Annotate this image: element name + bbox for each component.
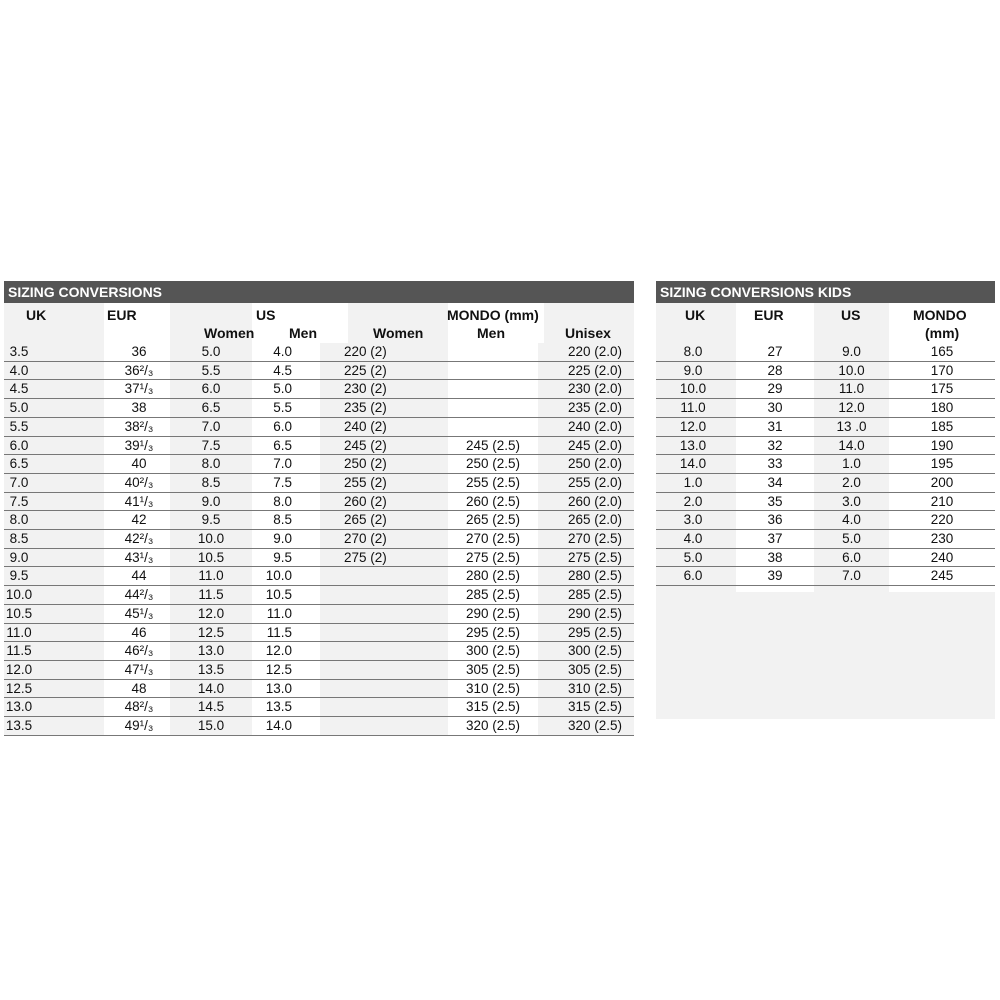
mondo-men-cell bbox=[448, 361, 538, 380]
us-men-cell: 14.0 bbox=[252, 717, 320, 736]
uk-cell: 6.0 bbox=[4, 436, 104, 455]
kids-mondo-cell: 195 bbox=[889, 455, 995, 474]
kids-uk-cell: 13.0 bbox=[656, 436, 736, 455]
us-men-cell: 12.5 bbox=[252, 660, 320, 679]
eur-cell: 43¹/₃ bbox=[104, 548, 170, 567]
mondo-women-cell: 255 (2) bbox=[320, 473, 448, 492]
table-row bbox=[4, 436, 634, 455]
kids-us-cell: 10.0 bbox=[814, 361, 889, 380]
table-row bbox=[4, 660, 634, 679]
mondo-unisex-cell: 245 (2.0) bbox=[538, 436, 634, 455]
mondo-men-cell: 310 (2.5) bbox=[448, 679, 538, 698]
us-women-cell: 9.5 bbox=[170, 511, 252, 530]
kids-eur-cell: 29 bbox=[736, 380, 814, 399]
mondo-men-cell: 255 (2.5) bbox=[448, 473, 538, 492]
uk-cell: 5.5 bbox=[4, 417, 104, 436]
kids-eur-cell: 28 bbox=[736, 361, 814, 380]
eur-cell: 38²/₃ bbox=[104, 417, 170, 436]
kids-mondo-cell: 165 bbox=[889, 343, 995, 361]
header-mondo-women: Women bbox=[373, 325, 424, 341]
us-women-cell: 7.0 bbox=[170, 417, 252, 436]
eur-cell: 44 bbox=[104, 567, 170, 586]
mondo-unisex-cell: 250 (2.0) bbox=[538, 455, 634, 474]
uk-cell: 9.5 bbox=[4, 567, 104, 586]
table-row bbox=[4, 455, 634, 474]
eur-cell: 40 bbox=[104, 455, 170, 474]
mondo-men-cell: 290 (2.5) bbox=[448, 604, 538, 623]
us-women-cell: 8.5 bbox=[170, 473, 252, 492]
mondo-women-cell: 245 (2) bbox=[320, 436, 448, 455]
kids-eur-cell: 30 bbox=[736, 399, 814, 418]
uk-cell: 5.0 bbox=[4, 399, 104, 418]
kids-us-cell: 4.0 bbox=[814, 511, 889, 530]
us-men-cell: 5.0 bbox=[252, 380, 320, 399]
uk-cell: 10.5 bbox=[4, 604, 104, 623]
us-men-cell: 4.5 bbox=[252, 361, 320, 380]
mondo-men-cell: 260 (2.5) bbox=[448, 492, 538, 511]
mondo-women-cell: 260 (2) bbox=[320, 492, 448, 511]
eur-cell: 46 bbox=[104, 623, 170, 642]
mondo-unisex-cell: 315 (2.5) bbox=[538, 698, 634, 717]
kids-header-uk: UK bbox=[685, 307, 706, 323]
mondo-unisex-cell: 305 (2.5) bbox=[538, 660, 634, 679]
mondo-women-cell bbox=[320, 586, 448, 605]
uk-cell: 10.0 bbox=[4, 586, 104, 605]
uk-cell: 6.5 bbox=[4, 455, 104, 474]
eur-cell: 46²/₃ bbox=[104, 642, 170, 661]
table-row bbox=[4, 343, 634, 361]
mondo-men-cell: 245 (2.5) bbox=[448, 436, 538, 455]
eur-cell: 36 bbox=[104, 343, 170, 361]
mondo-men-cell: 295 (2.5) bbox=[448, 623, 538, 642]
kids-header-eur: EUR bbox=[754, 307, 784, 323]
table-row bbox=[4, 473, 634, 492]
mondo-unisex-cell: 265 (2.0) bbox=[538, 511, 634, 530]
us-women-cell: 7.5 bbox=[170, 436, 252, 455]
us-women-cell: 9.0 bbox=[170, 492, 252, 511]
mondo-men-cell: 320 (2.5) bbox=[448, 717, 538, 736]
kids-sizing-panel bbox=[656, 281, 995, 719]
mondo-women-cell: 275 (2) bbox=[320, 548, 448, 567]
kids-eur-cell: 31 bbox=[736, 417, 814, 436]
kids-eur-cell: 37 bbox=[736, 530, 814, 549]
mondo-women-cell: 230 (2) bbox=[320, 380, 448, 399]
us-men-cell: 5.5 bbox=[252, 399, 320, 418]
mondo-unisex-cell: 240 (2.0) bbox=[538, 417, 634, 436]
header-us-men: Men bbox=[289, 325, 317, 341]
mondo-women-cell: 270 (2) bbox=[320, 530, 448, 549]
uk-cell: 12.0 bbox=[4, 660, 104, 679]
mondo-women-cell bbox=[320, 623, 448, 642]
adult-table-header bbox=[4, 303, 634, 343]
mondo-men-cell: 315 (2.5) bbox=[448, 698, 538, 717]
kids-mondo-cell: 170 bbox=[889, 361, 995, 380]
header-uk: UK bbox=[26, 307, 47, 323]
kids-us-cell: 2.0 bbox=[814, 473, 889, 492]
uk-cell: 12.5 bbox=[4, 679, 104, 698]
kids-us-cell: 11.0 bbox=[814, 380, 889, 399]
uk-cell: 11.5 bbox=[4, 642, 104, 661]
mondo-men-cell: 280 (2.5) bbox=[448, 567, 538, 586]
table-row bbox=[4, 399, 634, 418]
kids-us-cell: 14.0 bbox=[814, 436, 889, 455]
kids-mondo-cell: 240 bbox=[889, 548, 995, 567]
us-women-cell: 11.5 bbox=[170, 586, 252, 605]
mondo-men-cell bbox=[448, 417, 538, 436]
kids-us-cell: 5.0 bbox=[814, 530, 889, 549]
us-women-cell: 15.0 bbox=[170, 717, 252, 736]
kids-mondo-cell: 220 bbox=[889, 511, 995, 530]
uk-cell: 13.0 bbox=[4, 698, 104, 717]
table-row bbox=[4, 417, 634, 436]
us-men-cell: 10.0 bbox=[252, 567, 320, 586]
kids-eur-cell: 34 bbox=[736, 473, 814, 492]
us-men-cell: 7.0 bbox=[252, 455, 320, 474]
us-men-cell: 8.0 bbox=[252, 492, 320, 511]
us-women-cell: 14.0 bbox=[170, 679, 252, 698]
mondo-women-cell: 240 (2) bbox=[320, 417, 448, 436]
kids-us-cell: 9.0 bbox=[814, 343, 889, 361]
mondo-men-cell bbox=[448, 343, 538, 361]
table-row bbox=[656, 530, 995, 549]
us-men-cell: 6.0 bbox=[252, 417, 320, 436]
kids-mondo-cell: 180 bbox=[889, 399, 995, 418]
kids-us-cell: 7.0 bbox=[814, 567, 889, 586]
table-row bbox=[4, 698, 634, 717]
mondo-men-cell bbox=[448, 380, 538, 399]
kids-uk-cell: 1.0 bbox=[656, 473, 736, 492]
eur-cell: 49¹/₃ bbox=[104, 717, 170, 736]
uk-cell: 13.5 bbox=[4, 717, 104, 736]
table-row bbox=[656, 417, 995, 436]
us-men-cell: 10.5 bbox=[252, 586, 320, 605]
us-men-cell: 13.5 bbox=[252, 698, 320, 717]
table-row bbox=[656, 473, 995, 492]
mondo-unisex-cell: 275 (2.5) bbox=[538, 548, 634, 567]
uk-cell: 8.0 bbox=[4, 511, 104, 530]
us-men-cell: 7.5 bbox=[252, 473, 320, 492]
mondo-men-cell: 285 (2.5) bbox=[448, 586, 538, 605]
kids-uk-cell: 11.0 bbox=[656, 399, 736, 418]
kids-header-mondo-unit: (mm) bbox=[925, 325, 960, 341]
kids-mondo-cell: 200 bbox=[889, 473, 995, 492]
header-mondo-unisex: Unisex bbox=[565, 325, 611, 341]
mondo-women-cell bbox=[320, 567, 448, 586]
kids-uk-cell: 4.0 bbox=[656, 530, 736, 549]
table-row bbox=[4, 492, 634, 511]
mondo-men-cell bbox=[448, 399, 538, 418]
header-mondo: MONDO (mm) bbox=[447, 307, 539, 323]
mondo-women-cell: 225 (2) bbox=[320, 361, 448, 380]
us-men-cell: 6.5 bbox=[252, 436, 320, 455]
kids-uk-cell: 6.0 bbox=[656, 567, 736, 586]
us-women-cell: 13.0 bbox=[170, 642, 252, 661]
mondo-men-cell: 250 (2.5) bbox=[448, 455, 538, 474]
table-row bbox=[4, 361, 634, 380]
table-row bbox=[4, 548, 634, 567]
kids-eur-cell: 27 bbox=[736, 343, 814, 361]
kids-sizing-table bbox=[656, 343, 995, 586]
mondo-unisex-cell: 320 (2.5) bbox=[538, 717, 634, 736]
mondo-unisex-cell: 225 (2.0) bbox=[538, 361, 634, 380]
table-row bbox=[656, 436, 995, 455]
mondo-men-cell: 305 (2.5) bbox=[448, 660, 538, 679]
mondo-women-cell bbox=[320, 660, 448, 679]
header-mondo-men: Men bbox=[477, 325, 505, 341]
kids-mondo-cell: 230 bbox=[889, 530, 995, 549]
mondo-unisex-cell: 255 (2.0) bbox=[538, 473, 634, 492]
table-row bbox=[4, 623, 634, 642]
eur-cell: 48²/₃ bbox=[104, 698, 170, 717]
table-row bbox=[4, 717, 634, 736]
us-men-cell: 9.0 bbox=[252, 530, 320, 549]
kids-eur-cell: 35 bbox=[736, 492, 814, 511]
us-men-cell: 12.0 bbox=[252, 642, 320, 661]
kids-us-cell: 3.0 bbox=[814, 492, 889, 511]
mondo-unisex-cell: 280 (2.5) bbox=[538, 567, 634, 586]
table-row bbox=[4, 567, 634, 586]
eur-cell: 36²/₃ bbox=[104, 361, 170, 380]
mondo-unisex-cell: 310 (2.5) bbox=[538, 679, 634, 698]
kids-table-title: SIZING CONVERSIONS KIDS bbox=[656, 281, 995, 303]
kids-header-mondo: MONDO bbox=[913, 307, 967, 323]
us-women-cell: 8.0 bbox=[170, 455, 252, 474]
kids-eur-cell: 33 bbox=[736, 455, 814, 474]
kids-us-cell: 6.0 bbox=[814, 548, 889, 567]
mondo-men-cell: 275 (2.5) bbox=[448, 548, 538, 567]
eur-cell: 47¹/₃ bbox=[104, 660, 170, 679]
kids-uk-cell: 14.0 bbox=[656, 455, 736, 474]
adult-sizing-table bbox=[4, 343, 634, 736]
uk-cell: 9.0 bbox=[4, 548, 104, 567]
kids-mondo-cell: 175 bbox=[889, 380, 995, 399]
us-women-cell: 11.0 bbox=[170, 567, 252, 586]
us-women-cell: 10.0 bbox=[170, 530, 252, 549]
us-men-cell: 8.5 bbox=[252, 511, 320, 530]
mondo-women-cell bbox=[320, 717, 448, 736]
mondo-men-cell: 270 (2.5) bbox=[448, 530, 538, 549]
header-eur: EUR bbox=[107, 307, 137, 323]
kids-eur-cell: 32 bbox=[736, 436, 814, 455]
mondo-women-cell bbox=[320, 698, 448, 717]
us-women-cell: 6.5 bbox=[170, 399, 252, 418]
table-row bbox=[656, 343, 995, 361]
us-women-cell: 12.5 bbox=[170, 623, 252, 642]
kids-mondo-cell: 185 bbox=[889, 417, 995, 436]
kids-uk-cell: 12.0 bbox=[656, 417, 736, 436]
uk-cell: 4.0 bbox=[4, 361, 104, 380]
table-row bbox=[4, 586, 634, 605]
mondo-women-cell: 250 (2) bbox=[320, 455, 448, 474]
kids-us-cell: 1.0 bbox=[814, 455, 889, 474]
table-row bbox=[4, 511, 634, 530]
kids-us-cell: 13 .0 bbox=[814, 417, 889, 436]
kids-us-cell: 12.0 bbox=[814, 399, 889, 418]
table-row bbox=[4, 679, 634, 698]
table-row bbox=[4, 642, 634, 661]
kids-uk-cell: 9.0 bbox=[656, 361, 736, 380]
kids-uk-cell: 5.0 bbox=[656, 548, 736, 567]
kids-mondo-cell: 210 bbox=[889, 492, 995, 511]
mondo-unisex-cell: 260 (2.0) bbox=[538, 492, 634, 511]
mondo-women-cell: 220 (2) bbox=[320, 343, 448, 361]
eur-cell: 40²/₃ bbox=[104, 473, 170, 492]
us-women-cell: 10.5 bbox=[170, 548, 252, 567]
mondo-unisex-cell: 235 (2.0) bbox=[538, 399, 634, 418]
mondo-men-cell: 300 (2.5) bbox=[448, 642, 538, 661]
kids-mondo-cell: 245 bbox=[889, 567, 995, 586]
kids-uk-cell: 8.0 bbox=[656, 343, 736, 361]
us-men-cell: 11.0 bbox=[252, 604, 320, 623]
mondo-women-cell bbox=[320, 642, 448, 661]
us-men-cell: 4.0 bbox=[252, 343, 320, 361]
uk-cell: 11.0 bbox=[4, 623, 104, 642]
header-us-women: Women bbox=[204, 325, 255, 341]
eur-cell: 39¹/₃ bbox=[104, 436, 170, 455]
uk-cell: 3.5 bbox=[4, 343, 104, 361]
table-row bbox=[656, 492, 995, 511]
uk-cell: 7.0 bbox=[4, 473, 104, 492]
kids-table-header bbox=[656, 303, 995, 343]
mondo-women-cell: 235 (2) bbox=[320, 399, 448, 418]
eur-cell: 37¹/₃ bbox=[104, 380, 170, 399]
mondo-unisex-cell: 270 (2.5) bbox=[538, 530, 634, 549]
table-row bbox=[656, 548, 995, 567]
table-row bbox=[656, 455, 995, 474]
us-women-cell: 12.0 bbox=[170, 604, 252, 623]
kids-mondo-cell: 190 bbox=[889, 436, 995, 455]
kids-eur-cell: 39 bbox=[736, 567, 814, 586]
eur-cell: 42²/₃ bbox=[104, 530, 170, 549]
header-us: US bbox=[256, 307, 276, 323]
eur-cell: 44²/₃ bbox=[104, 586, 170, 605]
uk-cell: 7.5 bbox=[4, 492, 104, 511]
us-men-cell: 13.0 bbox=[252, 679, 320, 698]
eur-cell: 41¹/₃ bbox=[104, 492, 170, 511]
uk-cell: 4.5 bbox=[4, 380, 104, 399]
us-women-cell: 6.0 bbox=[170, 380, 252, 399]
kids-uk-cell: 2.0 bbox=[656, 492, 736, 511]
table-row bbox=[656, 399, 995, 418]
kids-uk-cell: 3.0 bbox=[656, 511, 736, 530]
us-men-cell: 9.5 bbox=[252, 548, 320, 567]
mondo-unisex-cell: 295 (2.5) bbox=[538, 623, 634, 642]
us-women-cell: 13.5 bbox=[170, 660, 252, 679]
us-women-cell: 5.0 bbox=[170, 343, 252, 361]
us-women-cell: 5.5 bbox=[170, 361, 252, 380]
table-row bbox=[656, 380, 995, 399]
mondo-women-cell: 265 (2) bbox=[320, 511, 448, 530]
us-women-cell: 14.5 bbox=[170, 698, 252, 717]
uk-cell: 8.5 bbox=[4, 530, 104, 549]
table-row bbox=[4, 380, 634, 399]
eur-cell: 45¹/₃ bbox=[104, 604, 170, 623]
kids-header-us: US bbox=[841, 307, 861, 323]
mondo-women-cell bbox=[320, 679, 448, 698]
mondo-women-cell bbox=[320, 604, 448, 623]
kids-eur-cell: 38 bbox=[736, 548, 814, 567]
table-row bbox=[4, 604, 634, 623]
mondo-unisex-cell: 230 (2.0) bbox=[538, 380, 634, 399]
adult-sizing-panel bbox=[4, 281, 634, 734]
eur-cell: 38 bbox=[104, 399, 170, 418]
table-row bbox=[656, 567, 995, 586]
mondo-unisex-cell: 300 (2.5) bbox=[538, 642, 634, 661]
mondo-unisex-cell: 290 (2.5) bbox=[538, 604, 634, 623]
mondo-unisex-cell: 285 (2.5) bbox=[538, 586, 634, 605]
table-row bbox=[4, 530, 634, 549]
eur-cell: 42 bbox=[104, 511, 170, 530]
kids-eur-cell: 36 bbox=[736, 511, 814, 530]
table-row bbox=[656, 361, 995, 380]
eur-cell: 48 bbox=[104, 679, 170, 698]
adult-table-title: SIZING CONVERSIONS bbox=[4, 281, 634, 303]
kids-uk-cell: 10.0 bbox=[656, 380, 736, 399]
mondo-men-cell: 265 (2.5) bbox=[448, 511, 538, 530]
table-row bbox=[656, 511, 995, 530]
mondo-unisex-cell: 220 (2.0) bbox=[538, 343, 634, 361]
us-men-cell: 11.5 bbox=[252, 623, 320, 642]
